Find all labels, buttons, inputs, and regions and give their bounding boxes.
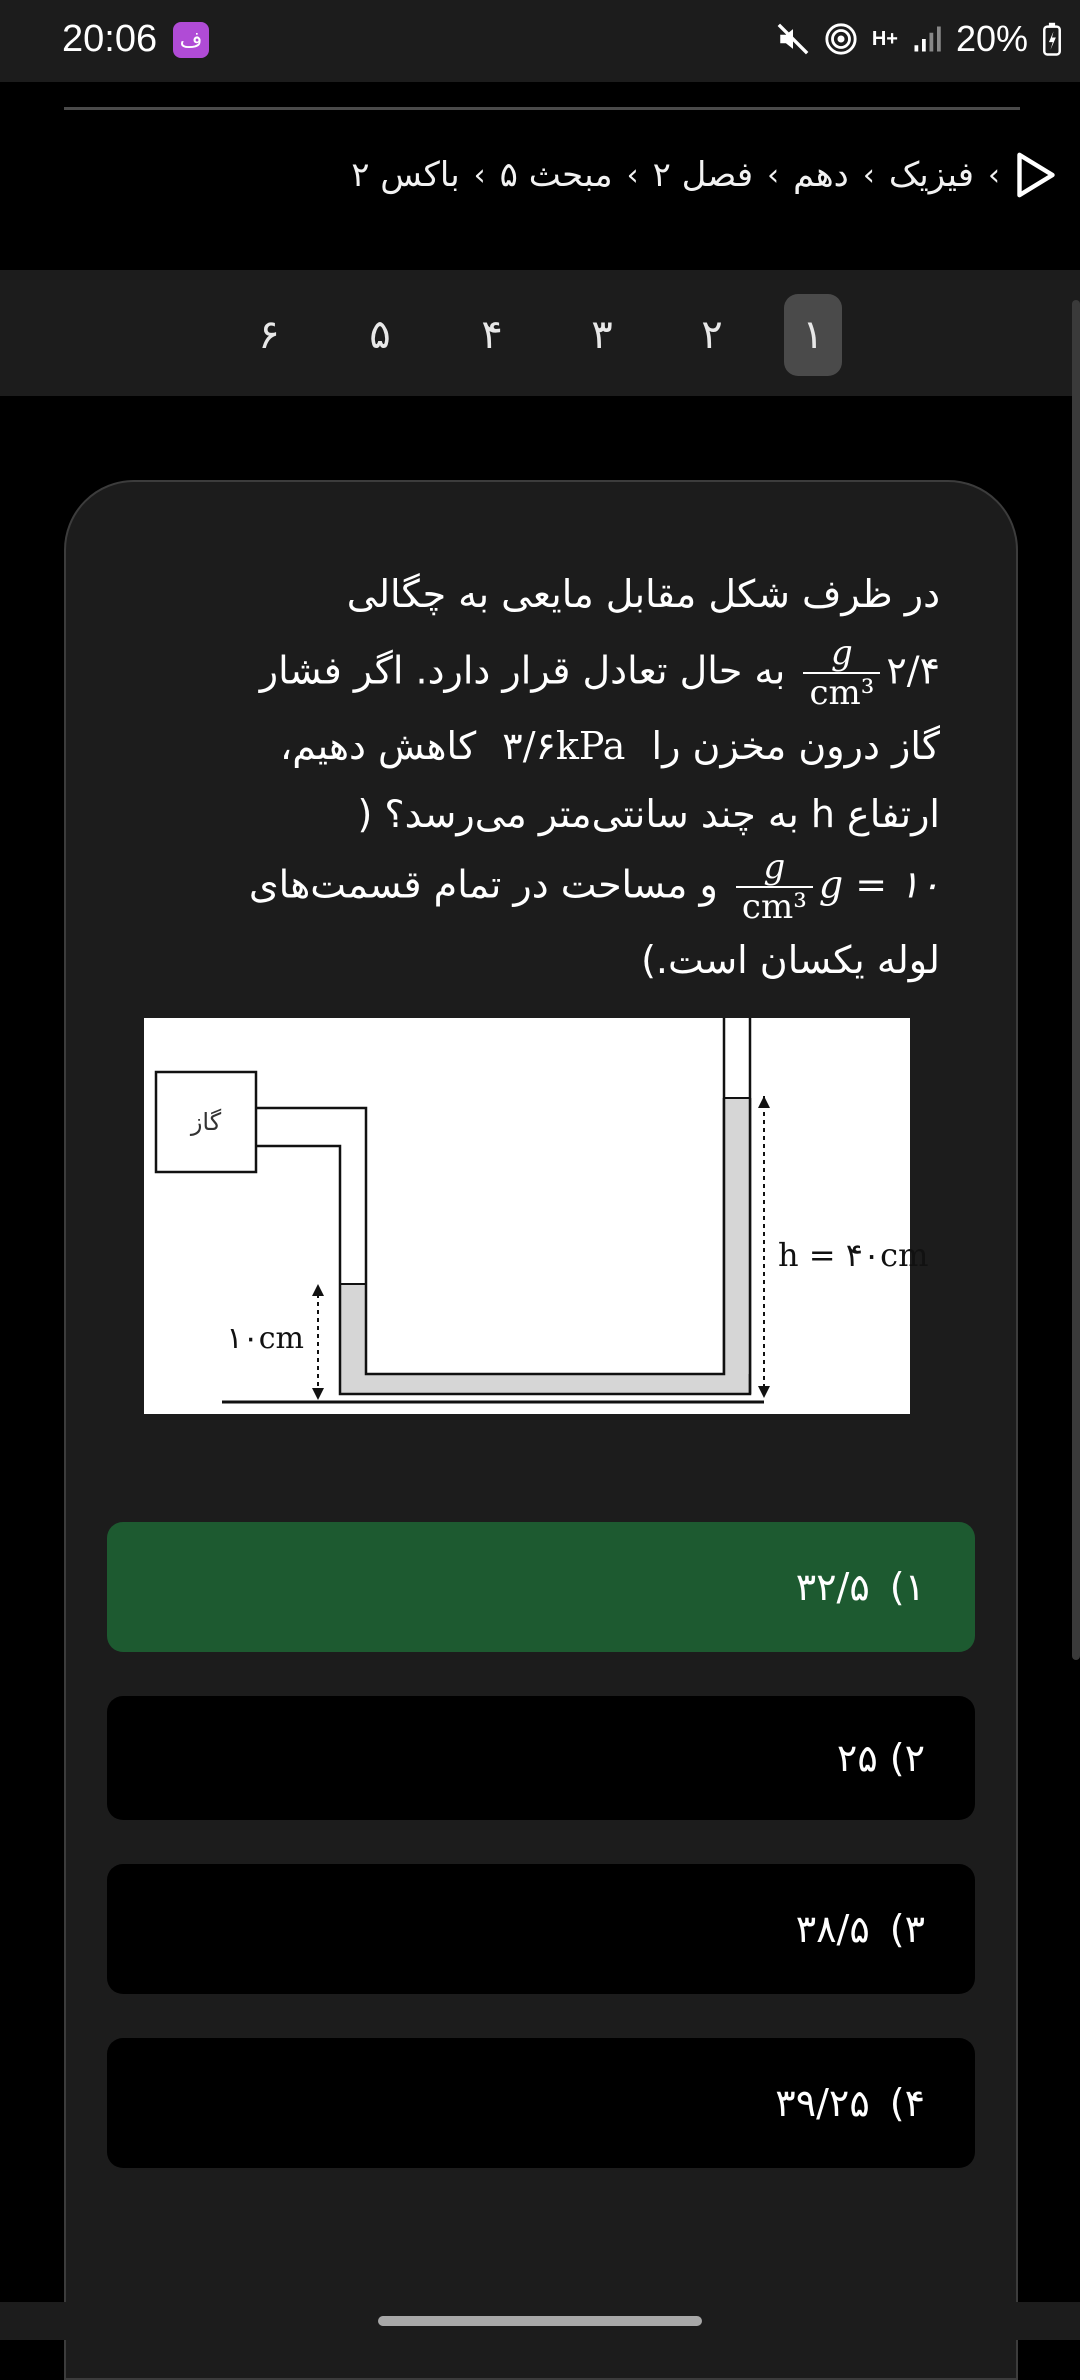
home-gesture-bar[interactable] — [378, 2316, 702, 2326]
tab-question-1[interactable]: ۱ — [784, 294, 842, 376]
breadcrumb — [0, 140, 1080, 210]
option-number: ۴) — [889, 2081, 925, 2125]
header-divider — [64, 107, 1020, 110]
status-bar — [0, 0, 1080, 82]
option-number: ۲) — [889, 1736, 925, 1780]
network-type-label: H+ — [871, 27, 898, 50]
play-icon[interactable] — [1014, 151, 1058, 199]
question-line: در ظرف شکل مقابل مایعی به چگالی — [346, 572, 940, 616]
breadcrumb-item-grade[interactable]: دهم — [793, 155, 849, 195]
hotspot-icon — [824, 22, 858, 56]
breadcrumb-separator: › — [473, 157, 486, 193]
pressure-value: ۳/۶kPa — [502, 724, 626, 768]
mute-icon — [776, 22, 810, 56]
tab-question-2[interactable]: ۲ — [701, 312, 723, 358]
question-line: ۲/۴ $\frac{g}{\text{cm³}}$ به حال تعادل قرار دارد. اگر فشار — [259, 633, 940, 713]
tab-question-5[interactable]: ۵ — [369, 312, 391, 358]
question-text — [150, 560, 940, 994]
breadcrumb-item-chapter[interactable]: فصل ۲ — [652, 155, 754, 195]
signal-icon — [912, 24, 942, 54]
breadcrumb-separator: › — [862, 157, 875, 193]
answer-option-1[interactable] — [107, 1522, 975, 1652]
breadcrumb-item-box[interactable]: باکس ۲ — [351, 155, 460, 195]
density-value: ۲/۴ — [886, 648, 940, 693]
app-notification-icon: ف — [173, 22, 209, 58]
option-value: ۳۸/۵ — [795, 1907, 870, 1951]
option-value: ۲۵ — [836, 1736, 878, 1780]
answer-option-2[interactable] — [107, 1696, 975, 1820]
question-line: لوله یکسان است.) — [641, 938, 940, 982]
option-number: ۳) — [889, 1907, 925, 1951]
h-height-measure — [144, 1018, 929, 1414]
tab-question-6[interactable]: ۶ — [258, 312, 280, 358]
density-unit-fraction: $\frac{g}{\text{cm³}}$ — [803, 634, 880, 712]
tab-question-3[interactable]: ۳ — [591, 312, 613, 358]
answer-option-3[interactable] — [107, 1864, 975, 1994]
question-line: گاز درون مخزن را ۳/۶kPa کاهش دهیم، — [279, 724, 940, 768]
left-height-label: ۱۰cm — [226, 1321, 304, 1356]
breadcrumb-separator: › — [767, 157, 780, 193]
question-line: g = ۱۰ $\frac{g}{\text{cm³}}$ و مساحت در تمام قسمت‌های — [248, 847, 940, 927]
tab-question-4[interactable]: ۴ — [481, 312, 503, 358]
battery-percent: 20% — [955, 18, 1028, 59]
scrollbar[interactable] — [1072, 300, 1080, 1660]
battery-charging-icon — [1042, 22, 1062, 56]
gravity-expression: g = ۱۰ — [818, 862, 940, 907]
option-value: ۳۲/۵ — [795, 1565, 870, 1609]
gas-label: گاز — [190, 1108, 222, 1136]
breadcrumb-separator: › — [988, 157, 1000, 193]
breadcrumb-item-subject[interactable]: فیزیک — [888, 155, 974, 195]
breadcrumb-separator: › — [626, 157, 639, 193]
answer-option-4[interactable] — [107, 2038, 975, 2168]
status-time: 20:06 — [62, 18, 158, 60]
question-tabs — [0, 270, 1080, 396]
question-line: ارتفاع h به چند سانتی‌متر می‌رسد؟ ( — [357, 792, 940, 836]
gravity-unit-fraction: $\frac{g}{\text{cm³}}$ — [736, 848, 813, 926]
h-height-label-text: h = ۴۰cm — [778, 1236, 929, 1274]
breadcrumb-item-topic[interactable]: مبحث ۵ — [499, 155, 613, 195]
option-number: ۱) — [889, 1565, 925, 1609]
option-value: ۳۹/۲۵ — [775, 2081, 870, 2125]
